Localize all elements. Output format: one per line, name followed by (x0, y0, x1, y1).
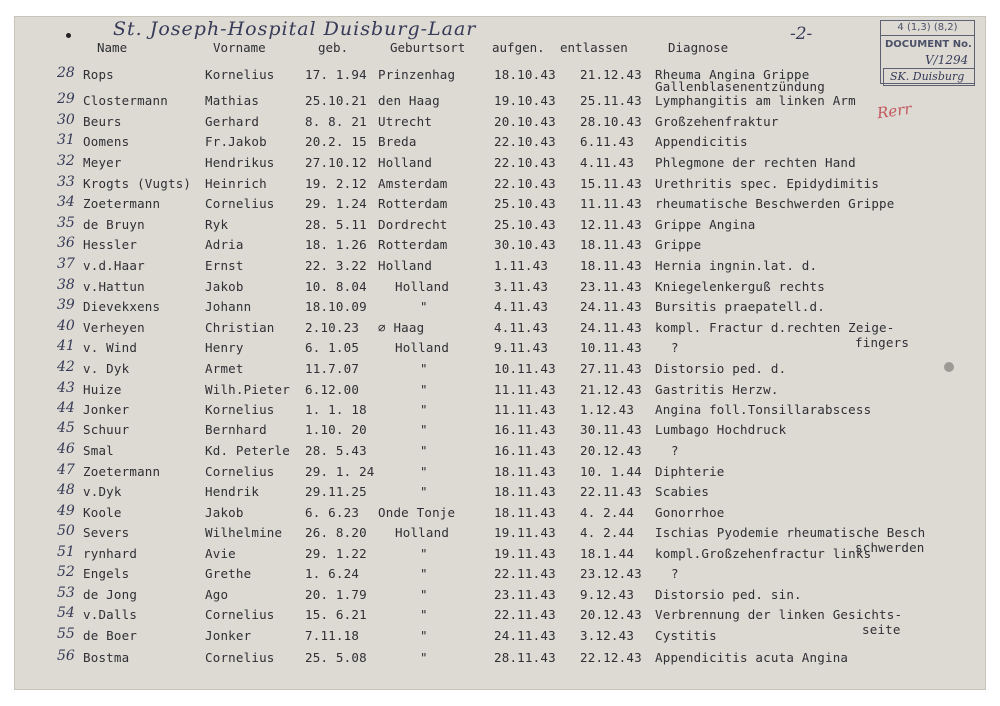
birthplace: Utrecht (378, 114, 433, 129)
patient-surname: v. Wind (83, 340, 138, 355)
admitted-date: 22.10.43 (494, 155, 556, 170)
punch-hole (944, 362, 954, 372)
diagnosis: Grippe Angina (655, 217, 756, 232)
diagnosis: Urethritis spec. Epidydimitis (655, 176, 880, 191)
row-number: 52 (57, 564, 75, 580)
admitted-date: 1.11.43 (494, 258, 549, 273)
admitted-date: 22.11.43 (494, 566, 556, 581)
admitted-date: 25.10.43 (494, 196, 556, 211)
admitted-date: 22.10.43 (494, 134, 556, 149)
birthplace: " (420, 464, 428, 479)
patient-surname: de Bruyn (83, 217, 145, 232)
handwritten-title: St. Joseph-Hospital Duisburg-Laar (113, 18, 477, 40)
birthplace: " (420, 587, 428, 602)
red-annotation: Rerr (875, 99, 913, 123)
birth-date: 20.2. 15 (305, 134, 367, 149)
birthplace: " (420, 443, 428, 458)
header-vorname: Vorname (213, 40, 266, 55)
patient-firstname: Christian (205, 320, 275, 335)
patient-firstname: Hendrik (205, 484, 260, 499)
diagnosis: Grippe (655, 237, 702, 252)
birth-date: 29. 1.24 (305, 196, 367, 211)
birthplace: Rotterdam (378, 196, 448, 211)
diagnosis: Hernia ingnin.lat. d. (655, 258, 818, 273)
birth-date: 7.11.18 (305, 628, 360, 643)
row-number: 33 (57, 174, 75, 190)
birthplace: " (420, 566, 428, 581)
patient-firstname: Cornelius (205, 607, 275, 622)
birthplace: den Haag (378, 93, 440, 108)
discharged-date: 4. 2.44 (580, 525, 635, 540)
discharged-date: 25.11.43 (580, 93, 642, 108)
birthplace: ∅ Haag (378, 320, 425, 335)
patient-firstname: Ernst (205, 258, 244, 273)
birth-date: 27.10.12 (305, 155, 367, 170)
patient-firstname: Kornelius (205, 67, 275, 82)
diagnosis: Phlegmone der rechten Hand (655, 155, 856, 170)
discharged-date: 4. 2.44 (580, 505, 635, 520)
diagnosis: Cystitis (655, 628, 717, 643)
discharged-date: 24.11.43 (580, 320, 642, 335)
patient-firstname: Hendrikus (205, 155, 275, 170)
admitted-date: 18.11.43 (494, 505, 556, 520)
row-number: 46 (57, 441, 75, 457)
discharged-date: 22.11.43 (580, 484, 642, 499)
patient-surname: v.Dyk (83, 484, 122, 499)
patient-firstname: Kd. Peterle (205, 443, 290, 458)
birth-date: 29. 1.22 (305, 546, 367, 561)
discharged-date: 28.10.43 (580, 114, 642, 129)
discharged-date: 12.11.43 (580, 217, 642, 232)
patient-surname: Rops (83, 67, 114, 82)
patient-surname: Smal (83, 443, 114, 458)
birth-date: 8. 8. 21 (305, 114, 367, 129)
diagnosis: Appendicitis acuta Angina (655, 650, 849, 665)
diagnosis-continuation: seite (862, 622, 901, 637)
patient-surname: Koole (83, 505, 122, 520)
discharged-date: 9.12.43 (580, 587, 635, 602)
discharged-date: 3.12.43 (580, 628, 635, 643)
birth-date: 6.12.00 (305, 382, 360, 397)
diagnosis-continuation: Gallenblasenentzündung (655, 79, 825, 94)
patient-surname: Severs (83, 525, 130, 540)
patient-firstname: Adria (205, 237, 244, 252)
admitted-date: 16.11.43 (494, 443, 556, 458)
admitted-date: 18.10.43 (494, 67, 556, 82)
discharged-date: 15.11.43 (580, 176, 642, 191)
birthplace: " (420, 628, 428, 643)
birthplace: Holland (395, 340, 450, 355)
patient-firstname: Johann (205, 299, 252, 314)
diagnosis: kompl.Großzehenfractur links (655, 546, 872, 561)
diagnosis: Kniegelenkerguß rechts (655, 279, 825, 294)
admitted-date: 25.10.43 (494, 217, 556, 232)
patient-firstname: Grethe (205, 566, 252, 581)
diagnosis: Verbrennung der linken Gesichts- (655, 607, 903, 622)
birthplace: Amsterdam (378, 176, 448, 191)
diagnosis: ? (671, 566, 679, 581)
diagnosis: Lymphangitis am linken Arm (655, 93, 856, 108)
row-number: 43 (57, 380, 75, 396)
row-number: 42 (57, 359, 75, 375)
patient-firstname: Ryk (205, 217, 229, 232)
birth-date: 26. 8.20 (305, 525, 367, 540)
row-number: 40 (57, 318, 75, 334)
stamp-divider (881, 35, 974, 36)
row-number: 34 (57, 194, 75, 210)
diagnosis: ? (671, 340, 679, 355)
admitted-date: 28.11.43 (494, 650, 556, 665)
admitted-date: 4.11.43 (494, 320, 549, 335)
patient-firstname: Henry (205, 340, 244, 355)
patient-surname: Clostermann (83, 93, 168, 108)
birthplace: Holland (395, 279, 450, 294)
birth-date: 10. 8.04 (305, 279, 367, 294)
discharged-date: 6.11.43 (580, 134, 635, 149)
discharged-date: 24.11.43 (580, 299, 642, 314)
row-number: 49 (57, 503, 75, 519)
admitted-date: 18.11.43 (494, 464, 556, 479)
birthplace: " (420, 607, 428, 622)
patient-surname: v.Hattun (83, 279, 145, 294)
diagnosis: Appendicitis (655, 134, 748, 149)
row-number: 54 (57, 605, 75, 621)
row-number: 29 (57, 91, 75, 107)
birth-date: 22. 3.22 (305, 258, 367, 273)
diagnosis: Distorsio ped. d. (655, 361, 787, 376)
diagnosis: Diphterie (655, 464, 725, 479)
diagnosis: Rheuma Angina Grippe (655, 67, 810, 82)
birth-date: 17. 1.94 (305, 67, 367, 82)
patient-firstname: Wilhelmine (205, 525, 283, 540)
patient-surname: v.Dalls (83, 607, 138, 622)
row-number: 32 (57, 153, 75, 169)
discharged-date: 10.11.43 (580, 340, 642, 355)
patient-surname: Bostma (83, 650, 130, 665)
discharged-date: 10. 1.44 (580, 464, 642, 479)
admitted-date: 23.11.43 (494, 587, 556, 602)
patient-surname: Huize (83, 382, 122, 397)
diagnosis: Großzehenfraktur (655, 114, 779, 129)
stamp-label: DOCUMENT No. (885, 39, 972, 50)
birthplace: " (420, 361, 428, 376)
diagnosis: Lumbago Hochdruck (655, 422, 787, 437)
birthplace: Rotterdam (378, 237, 448, 252)
row-number: 53 (57, 585, 75, 601)
patient-firstname: Avie (205, 546, 236, 561)
patient-firstname: Gerhard (205, 114, 260, 129)
discharged-date: 23.12.43 (580, 566, 642, 581)
discharged-date: 18.1.44 (580, 546, 635, 561)
patient-surname: Engels (83, 566, 130, 581)
row-number: 30 (57, 112, 75, 128)
birth-date: 6. 6.23 (305, 505, 360, 520)
header-geburtsort: Geburtsort (390, 40, 466, 55)
row-number: 45 (57, 420, 75, 436)
birthplace: Holland (378, 258, 433, 273)
diagnosis: Gonorrhoe (655, 505, 725, 520)
row-number: 41 (57, 338, 75, 354)
patient-surname: Krogts (Vugts) (83, 176, 192, 191)
diagnosis: Distorsio ped. sin. (655, 587, 802, 602)
admitted-date: 3.11.43 (494, 279, 549, 294)
row-number: 48 (57, 482, 75, 498)
row-number: 28 (57, 65, 75, 81)
birth-date: 25. 5.08 (305, 650, 367, 665)
diagnosis: kompl. Fractur d.rechten Zeige- (655, 320, 895, 335)
admitted-date: 11.11.43 (494, 382, 556, 397)
header-diagnose: Diagnose (668, 40, 729, 55)
birthplace: Prinzenhag (378, 67, 456, 82)
admitted-date: 22.10.43 (494, 176, 556, 191)
row-number: 37 (57, 256, 75, 272)
row-number: 51 (57, 544, 75, 560)
discharged-date: 21.12.43 (580, 67, 642, 82)
admitted-date: 20.10.43 (494, 114, 556, 129)
birth-date: 11.7.07 (305, 361, 360, 376)
patient-firstname: Jonker (205, 628, 252, 643)
row-number: 31 (57, 132, 75, 148)
discharged-date: 18.11.43 (580, 258, 642, 273)
row-number: 38 (57, 277, 75, 293)
birth-date: 20. 1.79 (305, 587, 367, 602)
discharged-date: 22.12.43 (580, 650, 642, 665)
discharged-date: 11.11.43 (580, 196, 642, 211)
admitted-date: 22.11.43 (494, 607, 556, 622)
birth-date: 29.11.25 (305, 484, 367, 499)
row-number: 36 (57, 235, 75, 251)
row-number: 55 (57, 626, 75, 642)
birth-date: 19. 2.12 (305, 176, 367, 191)
patient-surname: Schuur (83, 422, 130, 437)
discharged-date: 30.11.43 (580, 422, 642, 437)
admitted-date: 30.10.43 (494, 237, 556, 252)
patient-firstname: Armet (205, 361, 244, 376)
discharged-date: 23.11.43 (580, 279, 642, 294)
patient-firstname: Cornelius (205, 196, 275, 211)
header-geb: geb. (318, 40, 349, 55)
birth-date: 28. 5.11 (305, 217, 367, 232)
admitted-date: 16.11.43 (494, 422, 556, 437)
patient-firstname: Mathias (205, 93, 260, 108)
birth-date: 29. 1. 24 (305, 464, 375, 479)
birthplace: " (420, 402, 428, 417)
birthplace: " (420, 422, 428, 437)
birthplace: Holland (395, 525, 450, 540)
patient-surname: Verheyen (83, 320, 145, 335)
row-number: 39 (57, 297, 75, 313)
admitted-date: 11.11.43 (494, 402, 556, 417)
stamp-ref: 4 (1,3) (8,2) (897, 22, 958, 33)
row-number: 50 (57, 523, 75, 539)
row-number: 35 (57, 215, 75, 231)
diagnosis: Bursitis praepatell.d. (655, 299, 825, 314)
patient-firstname: Heinrich (205, 176, 267, 191)
diagnosis: Scabies (655, 484, 710, 499)
patient-surname: Dievekxens (83, 299, 161, 314)
admitted-date: 18.11.43 (494, 484, 556, 499)
birthplace: " (420, 650, 428, 665)
admitted-date: 19.10.43 (494, 93, 556, 108)
birthplace: " (420, 299, 428, 314)
diagnosis: Ischias Pyodemie rheumatische Besch (655, 525, 926, 540)
patient-surname: de Jong (83, 587, 138, 602)
patient-surname: Jonker (83, 402, 130, 417)
birthplace: " (420, 484, 428, 499)
diagnosis: Gastritis Herzw. (655, 382, 779, 397)
birthplace: " (420, 546, 428, 561)
patient-surname: Hessler (83, 237, 138, 252)
birth-date: 6. 1.05 (305, 340, 360, 355)
diagnosis: Angina foll.Tonsillarabscess (655, 402, 872, 417)
row-number: 44 (57, 400, 75, 416)
discharged-date: 20.12.43 (580, 443, 642, 458)
birth-date: 1.10. 20 (305, 422, 367, 437)
birth-date: 15. 6.21 (305, 607, 367, 622)
patient-firstname: Cornelius (205, 650, 275, 665)
patient-surname: Meyer (83, 155, 122, 170)
birth-date: 18. 1.26 (305, 237, 367, 252)
patient-firstname: Jakob (205, 505, 244, 520)
discharged-date: 27.11.43 (580, 361, 642, 376)
patient-firstname: Wilh.Pieter (205, 382, 290, 397)
admitted-date: 10.11.43 (494, 361, 556, 376)
patient-surname: v. Dyk (83, 361, 130, 376)
birth-date: 25.10.21 (305, 93, 367, 108)
header-entlassen: entlassen (560, 40, 628, 55)
diagnosis: ? (671, 443, 679, 458)
diagnosis-continuation: schwerden (855, 540, 925, 555)
patient-surname: Beurs (83, 114, 122, 129)
birth-date: 18.10.09 (305, 299, 367, 314)
patient-surname: Zoetermann (83, 464, 161, 479)
birth-date: 1. 6.24 (305, 566, 360, 581)
header-name: Name (97, 40, 128, 55)
discharged-date: 20.12.43 (580, 607, 642, 622)
diagnosis: rheumatische Beschwerden Grippe (655, 196, 895, 211)
patient-firstname: Fr.Jakob (205, 134, 267, 149)
page-marker: -2- (790, 24, 813, 44)
birthplace: Holland (378, 155, 433, 170)
patient-firstname: Jakob (205, 279, 244, 294)
admitted-date: 9.11.43 (494, 340, 549, 355)
birth-date: 28. 5.43 (305, 443, 367, 458)
admitted-date: 4.11.43 (494, 299, 549, 314)
birth-date: 1. 1. 18 (305, 402, 367, 417)
discharged-date: 21.12.43 (580, 382, 642, 397)
birthplace: Onde Tonje (378, 505, 456, 520)
discharged-date: 4.11.43 (580, 155, 635, 170)
header-aufgen: aufgen. (492, 40, 545, 55)
row-number: 47 (57, 462, 75, 478)
stamp-number: V/1294 (925, 53, 969, 67)
discharged-date: 1.12.43 (580, 402, 635, 417)
patient-surname: rynhard (83, 546, 138, 561)
patient-firstname: Bernhard (205, 422, 267, 437)
birth-date: 2.10.23 (305, 320, 360, 335)
admitted-date: 19.11.43 (494, 525, 556, 540)
birthplace: Dordrecht (378, 217, 448, 232)
stamp-sk-text: SK. Duisburg (890, 70, 965, 83)
patient-surname: Zoetermann (83, 196, 161, 211)
patient-surname: de Boer (83, 628, 138, 643)
discharged-date: 18.11.43 (580, 237, 642, 252)
bullet-dot (66, 33, 71, 38)
patient-surname: Oomens (83, 134, 130, 149)
admitted-date: 19.11.43 (494, 546, 556, 561)
patient-firstname: Cornelius (205, 464, 275, 479)
birthplace: Breda (378, 134, 417, 149)
admitted-date: 24.11.43 (494, 628, 556, 643)
row-number: 56 (57, 648, 75, 664)
patient-firstname: Kornelius (205, 402, 275, 417)
patient-surname: v.d.Haar (83, 258, 145, 273)
diagnosis-continuation: fingers (855, 335, 910, 350)
patient-firstname: Ago (205, 587, 229, 602)
birthplace: " (420, 382, 428, 397)
